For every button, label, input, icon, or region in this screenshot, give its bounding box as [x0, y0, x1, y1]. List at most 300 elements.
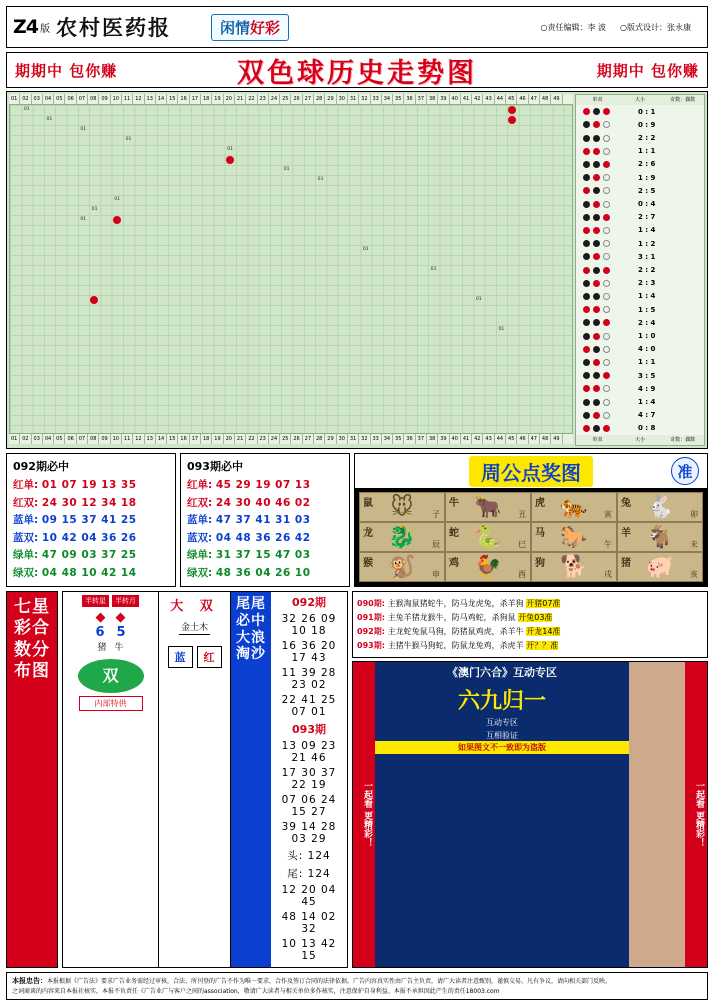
lottery-line-label: 红单: [13, 479, 42, 491]
col-header: 38 [427, 434, 438, 444]
stat-dot [583, 187, 590, 194]
stat-dot [593, 293, 600, 300]
tag-row [66, 595, 155, 607]
lottery-line-label: 绿双: [13, 566, 42, 579]
number-row: 10 13 42 15 [281, 938, 337, 962]
right-column [352, 591, 708, 968]
odd-even-ratio: 2 : 7 [638, 213, 656, 222]
stat-dot [583, 346, 590, 353]
ad-left-slogan: 一起看 更精彩！ [353, 662, 375, 967]
tip-period: 090期: [357, 599, 388, 608]
col-header: 49 [551, 434, 562, 444]
col-header: 34 [382, 434, 393, 444]
stat-dot [593, 148, 600, 155]
stat-row [576, 145, 704, 158]
ad-right-slogan: 一起看 更精彩！ [685, 662, 707, 967]
stat-dots [576, 227, 638, 234]
grid-ball-marker [508, 116, 516, 124]
stat-dots [576, 253, 638, 260]
stat-dot [593, 306, 600, 313]
col-header: 33 [371, 434, 382, 444]
stat-dot [583, 148, 590, 155]
col-header: 40 [450, 94, 461, 104]
stat-dot [583, 253, 590, 260]
stat-row [576, 290, 704, 303]
footer-text: 本报根据《广告法》要求广告业务需经过审核，合法、所刊登的广告不作为唯一要求，合作及签订合同的法律依据。广告内容真实性由广告主负责，请广大读者注意甄别，谨慎交易。凡有争议，请向相关部门反映。 [47, 978, 612, 985]
lottery-line [13, 530, 169, 545]
col-header: 24 [269, 94, 280, 104]
lottery-line-label: 红单: [187, 479, 216, 491]
stat-dot [603, 253, 610, 260]
col-header: 07 [77, 434, 88, 444]
grid-cell-label: 01 [91, 207, 98, 212]
tips-box [352, 591, 708, 658]
zhougong-title: 周公点奖图 [469, 456, 593, 487]
stat-dot [593, 161, 600, 168]
col-header: 09 [99, 434, 110, 444]
rows-092 [274, 613, 344, 718]
col-header: 45 [506, 94, 517, 104]
panel-092 [6, 453, 176, 587]
stat-dot [593, 333, 600, 340]
grid-cell-label: 01 [283, 167, 290, 172]
stat-dot [583, 399, 590, 406]
lottery-line [187, 512, 343, 527]
odd-even-ratio: 2 : 4 [638, 318, 656, 327]
zodiac-glyph-icon: 🐍 [474, 524, 502, 550]
tip-period: 093期: [357, 641, 388, 650]
stat-dot [593, 174, 600, 181]
col-header: 08 [88, 434, 99, 444]
odd-even-ratio: 1 : 5 [638, 305, 656, 314]
stat-row [576, 184, 704, 197]
stat-row [576, 118, 704, 131]
stat-dot [583, 333, 590, 340]
lottery-line [13, 565, 169, 580]
zodiac-cell [445, 522, 531, 552]
panel-093-title: 093期必中 [187, 460, 243, 473]
stat-dot [603, 135, 610, 142]
lottery-line-values: 09 15 37 41 25 [41, 514, 137, 526]
col-header: 34 [382, 94, 393, 104]
zodiac-1: 牛 [114, 643, 124, 653]
col-header: 22 [246, 94, 257, 104]
odd-even-ratio: 0 : 1 [638, 107, 656, 116]
col-header: 39 [438, 94, 449, 104]
tip-text: 主猪牛猴马狗蛇，防鼠龙兔鸡，杀虎羊 [387, 641, 527, 650]
stat-row [576, 329, 704, 342]
tip-period: 092期: [357, 627, 388, 636]
zodiac-name: 鼠 [363, 498, 373, 509]
stat-dot [593, 253, 600, 260]
stat-header: 单双 [592, 437, 603, 443]
zodiac-name: 蛇 [449, 528, 459, 539]
edition-code: Z4 [13, 16, 38, 38]
period-093-label: 093期 [292, 723, 326, 736]
stat-dot [603, 359, 610, 366]
stat-row [576, 303, 704, 316]
zodiac-cell [359, 522, 445, 552]
ellipse-shuang: 双 [78, 659, 144, 693]
grid-cell-label: 01 [46, 117, 53, 122]
stat-dots [576, 412, 638, 419]
stat-dot [593, 412, 600, 419]
zodiac-glyph-icon: 🐅 [560, 494, 588, 520]
grid-cell-label: 01 [114, 197, 121, 202]
column-headers-bottom [9, 434, 573, 444]
col-header: 14 [156, 94, 167, 104]
col-header: 05 [54, 94, 65, 104]
zodiac-branch: 子 [432, 510, 440, 519]
lottery-line-values: 45 29 19 07 13 [215, 479, 311, 491]
stat-dots [576, 201, 638, 208]
stat-dot [603, 319, 610, 326]
col-header: 20 [224, 434, 235, 444]
composite-col-d [271, 592, 347, 967]
stat-dot [603, 187, 610, 194]
col-header: 04 [43, 434, 54, 444]
stat-dot [583, 359, 590, 366]
stat-dot [603, 267, 610, 274]
lottery-line-label: 绿单: [13, 549, 42, 561]
number-row: 32 26 09 10 18 [281, 613, 337, 637]
stat-dot [583, 372, 590, 379]
lottery-line-label: 蓝单: [13, 514, 42, 526]
zodiac-glyph-icon: 🐒 [388, 554, 416, 580]
stat-header: 奇数：偶数 [670, 97, 696, 103]
lower-section [6, 591, 708, 968]
zodiac-cell [359, 492, 445, 522]
ad-portrait-image [629, 662, 685, 967]
ad-zone-left: 互动专区 [486, 718, 518, 727]
tip-row [357, 640, 703, 651]
col-header: 25 [280, 94, 291, 104]
lottery-line-values: 48 36 04 26 10 [215, 566, 311, 579]
tip-result: 开兔03准 [518, 613, 553, 622]
zodiac-cell [445, 492, 531, 522]
stat-dot [603, 385, 610, 392]
zodiac-branch: 卯 [690, 510, 698, 519]
lottery-line [13, 495, 169, 510]
col-header: 49 [551, 94, 562, 104]
lottery-line [187, 530, 343, 545]
stat-dot [593, 425, 600, 432]
lottery-line-values: 47 37 41 31 03 [215, 514, 311, 526]
col-header: 06 [65, 434, 76, 444]
tip-result: 开？？准 [526, 641, 559, 650]
lottery-line-values: 31 37 15 47 03 [215, 549, 311, 561]
stat-dots [576, 359, 638, 366]
col-header: 45 [506, 434, 517, 444]
col-header: 46 [517, 434, 528, 444]
lottery-line-label: 蓝双: [187, 531, 216, 544]
designer-credit: ○版式设计：张永康 [620, 22, 691, 32]
stat-dot [603, 333, 610, 340]
zodiac-cell [531, 522, 617, 552]
col-header: 17 [190, 434, 201, 444]
stat-dots [576, 148, 638, 155]
lottery-line-label: 蓝双: [13, 531, 42, 544]
number-row: 13 09 23 21 46 [281, 740, 337, 764]
odd-even-ratio: 1 : 4 [638, 226, 656, 235]
stat-row [576, 422, 704, 435]
col-header: 15 [167, 434, 178, 444]
odd-even-ratio: 0 : 4 [638, 200, 656, 209]
col-header: 19 [212, 94, 223, 104]
lottery-line [13, 477, 169, 492]
zodiac-glyph-icon: 🐇 [646, 494, 674, 520]
stat-dot [603, 399, 610, 406]
stat-row [576, 211, 704, 224]
number-row: 11 39 28 23 02 [281, 667, 337, 691]
footer-disclaimer [6, 972, 708, 1000]
stat-dots [576, 187, 638, 194]
hong-box: 红 [197, 646, 222, 668]
col-header: 15 [167, 94, 178, 104]
col-header: 36 [404, 94, 415, 104]
stat-dot [583, 161, 590, 168]
stat-row [576, 343, 704, 356]
zodiac-glyph-icon: 🐓 [474, 554, 502, 580]
stat-header: 单双 [592, 97, 603, 103]
col-header: 35 [393, 434, 404, 444]
num-0: 6 [95, 625, 105, 640]
zodiac-glyph-icon: 🐉 [388, 524, 416, 550]
stat-dot [603, 214, 610, 221]
big-rows [274, 884, 344, 962]
col-header: 16 [178, 434, 189, 444]
stat-dot [593, 121, 600, 128]
stat-row [576, 237, 704, 250]
stat-row [576, 171, 704, 184]
col-header: 29 [325, 94, 336, 104]
stat-dots [576, 333, 638, 340]
grid-cell-label: 01 [362, 247, 369, 252]
lottery-line [187, 495, 343, 510]
stat-dots [576, 280, 638, 287]
stat-headers-top [576, 95, 704, 105]
stat-dot [593, 214, 600, 221]
tail-label: 尾: 124 [287, 868, 331, 880]
ad-content [375, 662, 629, 967]
zodiac-name: 虎 [535, 498, 545, 509]
odd-even-ratio: 4 : 7 [638, 411, 656, 420]
col-header: 40 [450, 434, 461, 444]
col-header: 28 [314, 94, 325, 104]
odd-even-ratio: 2 : 2 [638, 266, 656, 275]
num-row [66, 625, 155, 640]
tip-text: 主兔羊猪龙猴牛，防马鸡蛇，杀狗鼠 [387, 613, 519, 622]
banner-left-slogan: 期期中 包你赚 [15, 61, 118, 80]
stat-row [576, 158, 704, 171]
col-header: 47 [529, 94, 540, 104]
arrow-up-icon: ◆ [95, 610, 106, 625]
col-header: 38 [427, 94, 438, 104]
lottery-line [187, 477, 343, 492]
zodiac-branch: 未 [690, 540, 698, 549]
lan-hong-row [162, 646, 227, 668]
stat-dot [603, 174, 610, 181]
composite-panels [62, 591, 348, 968]
vertical-title: 尾尾必中大浪淘沙 [231, 592, 271, 967]
tip-row [357, 598, 703, 609]
odd-even-ratio: 1 : 2 [638, 239, 656, 248]
stat-row [576, 356, 704, 369]
col-header: 06 [65, 94, 76, 104]
tag-0: 半转星 [82, 595, 109, 607]
col-header: 03 [32, 94, 43, 104]
chart-banner [6, 52, 708, 88]
col-header: 31 [348, 94, 359, 104]
stat-dot [603, 280, 610, 287]
footer-text-2: 之词商谈的内容来自本报社核实，本报不负责任《广告业广与客户之间的association，敬请广大读者与相关单位多作核实，注意保护自身利益。本报不承担因此产生的责任18003.com [12, 987, 500, 995]
zodiac-name: 鸡 [449, 558, 459, 569]
col-header: 37 [416, 434, 427, 444]
number-row: 16 36 20 17 43 [281, 640, 337, 664]
stat-dots [576, 214, 638, 221]
number-row: 39 14 28 03 29 [281, 821, 337, 845]
stat-dots [576, 267, 638, 274]
col-header: 26 [291, 94, 302, 104]
col-header: 17 [190, 94, 201, 104]
zodiac-name: 羊 [621, 528, 631, 539]
zodiac-branch: 午 [604, 540, 612, 549]
col-header: 26 [291, 434, 302, 444]
tip-result: 开龙14准 [526, 627, 561, 636]
tip-period: 091期: [357, 613, 388, 622]
col-header: 32 [359, 434, 370, 444]
grid-cell-label: 01 [80, 127, 87, 132]
col-header: 05 [54, 434, 65, 444]
col-header: 14 [156, 434, 167, 444]
stat-header: 奇数：偶数 [670, 437, 696, 443]
col-header: 20 [224, 94, 235, 104]
odd-even-ratio: 1 : 1 [638, 358, 656, 367]
odd-even-ratio: 3 : 5 [638, 371, 656, 380]
col-header: 21 [235, 94, 246, 104]
paper-name: 农村医药报 [56, 15, 171, 40]
zodiac-cell [617, 492, 703, 522]
col-header: 23 [258, 434, 269, 444]
stat-dot [603, 201, 610, 208]
stat-dot [583, 319, 590, 326]
banner-right-slogan: 期期中 包你赚 [596, 61, 699, 80]
stat-dot [583, 267, 590, 274]
stat-dots [576, 372, 638, 379]
number-row: 12 20 04 45 [281, 884, 337, 908]
grid-ball-marker [113, 216, 121, 224]
zodiac-branch: 巳 [518, 540, 526, 549]
stat-row [576, 382, 704, 395]
tip-row [357, 626, 703, 637]
col-header: 39 [438, 434, 449, 444]
zodiac-branch: 亥 [690, 570, 698, 579]
zodiac-branch: 酉 [518, 570, 526, 579]
col-header: 33 [371, 94, 382, 104]
col-header: 47 [529, 434, 540, 444]
zodiac-branch: 申 [432, 570, 440, 579]
zhougong-panel [354, 453, 708, 587]
stat-row [576, 131, 704, 144]
zodiac-cell [359, 552, 445, 582]
stat-dot [603, 372, 610, 379]
stat-dot [583, 306, 590, 313]
col-header: 44 [495, 434, 506, 444]
stat-dots [576, 161, 638, 168]
zodiac-glyph-icon: 🐐 [646, 524, 674, 550]
stat-dot [593, 319, 600, 326]
stat-dot [583, 201, 590, 208]
stat-dot [593, 346, 600, 353]
section-badge [211, 14, 289, 41]
jintumu-label: 金土木 [179, 619, 210, 635]
odd-even-ratio: 2 : 6 [638, 160, 656, 169]
number-row: 48 14 02 32 [281, 911, 337, 935]
col-header: 23 [258, 94, 269, 104]
stat-dot [583, 240, 590, 247]
stat-rows [576, 105, 704, 435]
zodiac-name: 龙 [363, 528, 373, 539]
col-header: 02 [20, 94, 31, 104]
col-header: 43 [483, 94, 494, 104]
zhougong-header [355, 454, 707, 488]
stat-dot [583, 227, 590, 234]
stat-dots [576, 174, 638, 181]
lottery-line-label: 绿双: [187, 566, 216, 579]
stat-dot [593, 201, 600, 208]
lottery-line [13, 547, 169, 562]
stat-dot [593, 227, 600, 234]
stat-dots [576, 385, 638, 392]
col-header: 42 [472, 434, 483, 444]
odd-even-ratio: 4 : 0 [638, 345, 656, 354]
zodiac-name: 猪 [621, 558, 631, 569]
zodiac-cell [445, 552, 531, 582]
stat-row [576, 263, 704, 276]
odd-even-ratio: 1 : 9 [638, 173, 656, 182]
arrow-down-icon: ◆ [115, 610, 126, 625]
stat-dot [593, 385, 600, 392]
zodiac-name: 狗 [535, 558, 545, 569]
grid-cell-label: 01 [430, 267, 437, 272]
col-header: 27 [303, 434, 314, 444]
number-row: 17 30 37 22 19 [281, 767, 337, 791]
odd-even-ratio: 0 : 9 [638, 120, 656, 129]
grid-ball-marker [226, 156, 234, 164]
stat-dot [583, 214, 590, 221]
stat-dot [603, 227, 610, 234]
col-header: 02 [20, 434, 31, 444]
grid-cell-label: 01 [475, 297, 482, 302]
zodiac-cell [617, 552, 703, 582]
zodiac-branch: 辰 [432, 540, 440, 549]
stat-dot [583, 135, 590, 142]
col-header: 16 [178, 94, 189, 104]
stat-dots [576, 346, 638, 353]
section-badge-left: 闲情 [220, 18, 251, 37]
stat-dots [576, 240, 638, 247]
col-header: 18 [201, 94, 212, 104]
dashuang-label: 大 双 [170, 599, 219, 614]
col-header: 01 [9, 94, 20, 104]
trend-grid-wrap [9, 94, 573, 446]
credits [540, 22, 701, 33]
col-header: 21 [235, 434, 246, 444]
lottery-line-label: 蓝单: [187, 514, 216, 526]
stat-dots [576, 306, 638, 313]
stat-dot [593, 280, 600, 287]
lottery-line-values: 04 48 10 42 14 [41, 566, 137, 579]
